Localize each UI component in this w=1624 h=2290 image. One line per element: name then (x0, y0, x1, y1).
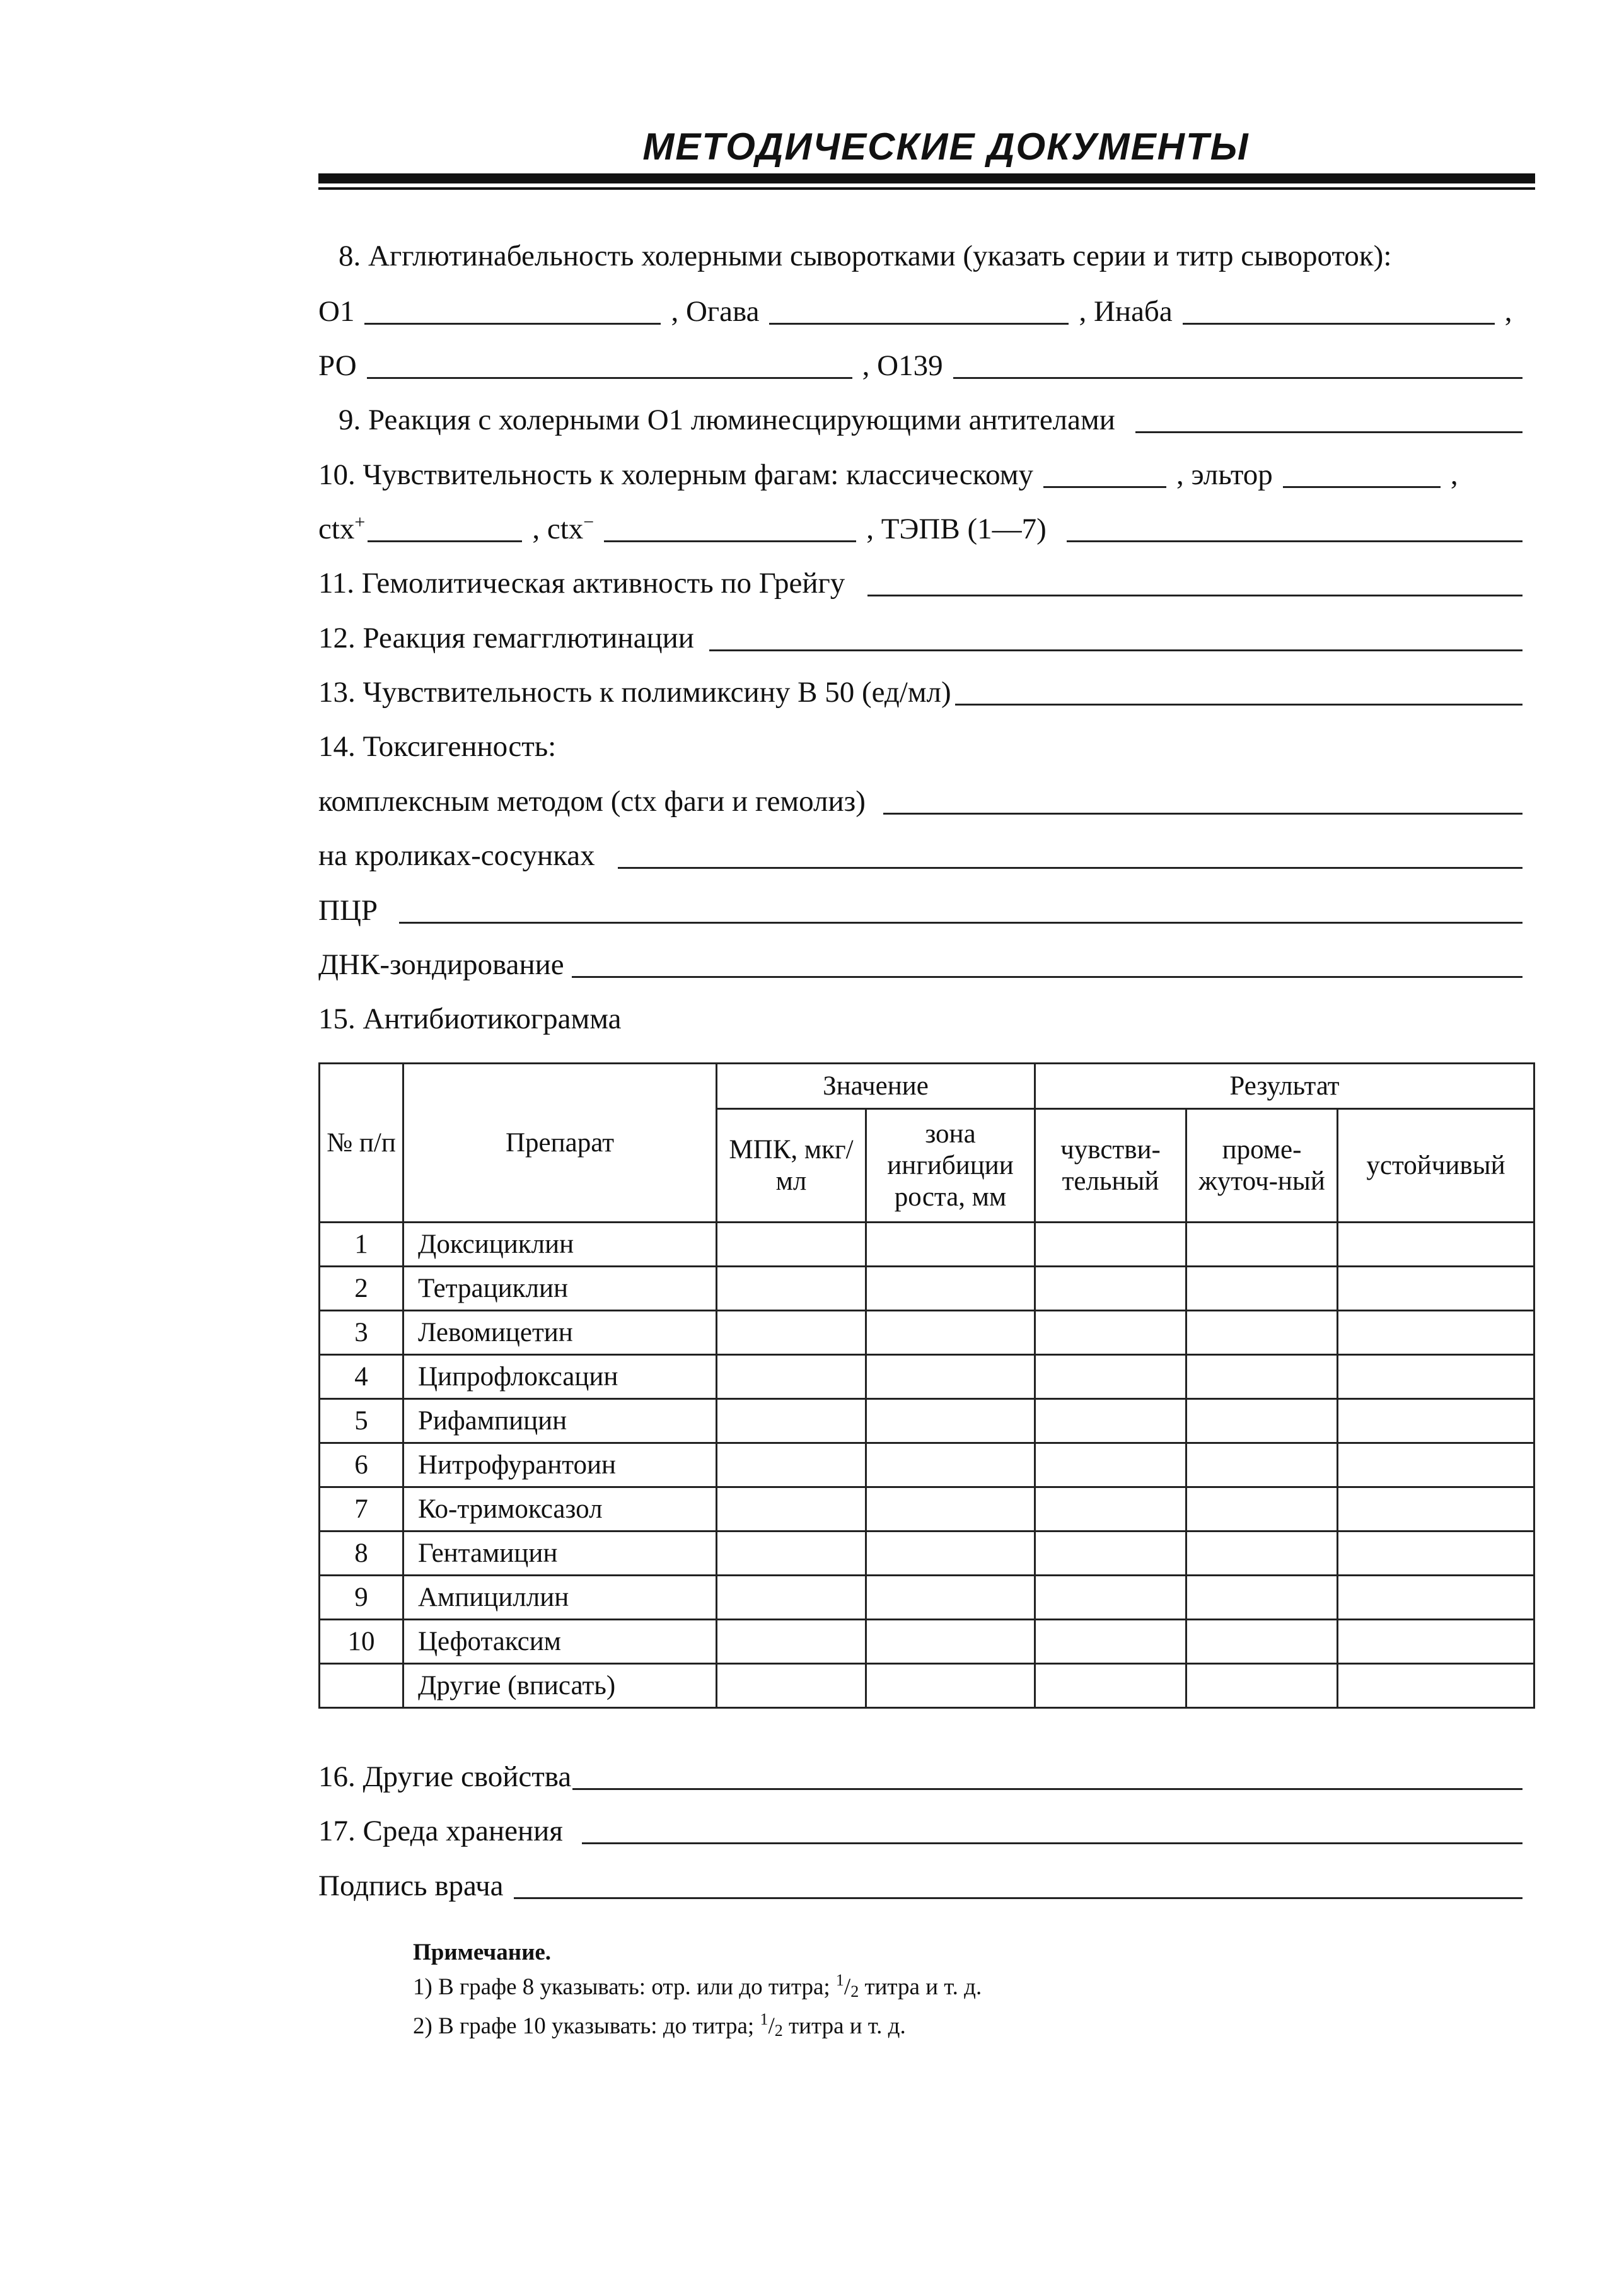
item9-row (318, 394, 1522, 438)
notes-block (413, 1939, 1296, 2045)
result-group-header: Результат (1035, 1064, 1534, 1109)
ctx-minus-label: , ctx− (532, 511, 594, 545)
drug-name: Тетрациклин (403, 1267, 717, 1311)
inaba-label: , Инаба (1079, 295, 1173, 328)
table-row (320, 1267, 1534, 1311)
resistant-cell[interactable] (1338, 1355, 1534, 1399)
rabbits-field[interactable] (618, 839, 1522, 869)
table-row (320, 1664, 1534, 1708)
complex-method-field[interactable] (883, 785, 1522, 815)
item16-field[interactable] (572, 1760, 1522, 1790)
ogawa-label: , Огава (671, 295, 760, 328)
drug-name: Цефотаксим (403, 1620, 717, 1664)
intermediate-cell[interactable] (1186, 1664, 1338, 1708)
mic-cell[interactable] (717, 1532, 866, 1576)
intermediate-cell[interactable] (1186, 1223, 1338, 1267)
item16-row (318, 1751, 1522, 1795)
intermediate-cell[interactable] (1186, 1576, 1338, 1620)
item16-label: 16. Другие свойства (318, 1760, 572, 1793)
table-row (320, 1223, 1534, 1267)
item8-row-ro (318, 340, 1522, 384)
antibiogram-body (320, 1223, 1534, 1708)
dna-probe-field[interactable] (572, 948, 1522, 978)
intermediate-cell[interactable] (1186, 1443, 1338, 1487)
row-number: 3 (320, 1311, 403, 1355)
o1-field[interactable] (364, 295, 661, 325)
table-row (320, 1311, 1534, 1355)
resistant-cell[interactable] (1338, 1223, 1534, 1267)
drug-name: Гентамицин (403, 1532, 717, 1576)
ro-field[interactable] (367, 349, 852, 379)
intermediate-cell[interactable] (1186, 1487, 1338, 1532)
zone-cell[interactable] (866, 1532, 1035, 1576)
item15-label: 15. Антибиотикограмма (318, 1003, 622, 1035)
zone-cell[interactable] (866, 1487, 1035, 1532)
mic-cell[interactable] (717, 1267, 866, 1311)
eltor-phage-field[interactable] (1283, 458, 1441, 488)
drug-name: Ко-тримоксазол (403, 1487, 717, 1532)
mic-cell[interactable] (717, 1355, 866, 1399)
table-row (320, 1532, 1534, 1576)
item10-row (318, 449, 1522, 493)
item13-label: 13. Чувствительность к полимиксину В 50 (ед/мл) (318, 676, 951, 709)
item11-row (318, 557, 1522, 602)
dna-probe-label: ДНК-зондирование (318, 948, 564, 981)
item8-label: 8. Агглютинабельность холерными сыворотками (указать серии и титр сывороток): (339, 240, 1392, 272)
running-title: МЕТОДИЧЕСКИЕ ДОКУМЕНТЫ (642, 125, 1250, 168)
item15-heading (318, 993, 1522, 1037)
tepv-label: , ТЭПВ (1—7) (866, 513, 1047, 545)
ctx-plus-label: ctx+ (318, 511, 366, 545)
resistant-cell[interactable] (1338, 1399, 1534, 1443)
resistant-cell[interactable] (1338, 1532, 1534, 1576)
drug-name: Рифампицин (403, 1399, 717, 1443)
item11-field[interactable] (867, 567, 1522, 596)
sensitive-cell[interactable] (1035, 1664, 1186, 1708)
table-row (320, 1576, 1534, 1620)
note-2: 2) В графе 10 указывать: до титра; $^1$/2 титра и т. д. (413, 2010, 906, 2040)
table-row (320, 1443, 1534, 1487)
intermediate-header: проме-жуточ-ный (1186, 1109, 1338, 1223)
signature-field[interactable] (514, 1869, 1522, 1899)
toxigenicity-complex-row (318, 776, 1522, 820)
intermediate-cell[interactable] (1186, 1267, 1338, 1311)
sensitive-header: чувстви-тельный (1035, 1109, 1186, 1223)
mic-cell[interactable] (717, 1443, 866, 1487)
inhibition-zone-header: зона ингибиции роста, мм (866, 1109, 1035, 1223)
drug-name: Ампициллин (403, 1576, 717, 1620)
item14-heading (318, 721, 1522, 765)
table-row (320, 1399, 1534, 1443)
row-number: 10 (320, 1620, 403, 1664)
zone-cell[interactable] (866, 1664, 1035, 1708)
table-row (320, 1355, 1534, 1399)
sensitive-cell[interactable] (1035, 1355, 1186, 1399)
eltor-label: , эльтор (1176, 458, 1273, 491)
inaba-field[interactable] (1183, 295, 1495, 325)
resistant-cell[interactable] (1338, 1576, 1534, 1620)
table-row (320, 1620, 1534, 1664)
trailing-comma: , (1450, 458, 1458, 491)
item8-row-o1 (318, 286, 1522, 330)
col-drug-header: Препарат (403, 1064, 717, 1223)
o139-label: , О139 (862, 349, 943, 382)
header-rule-thin (318, 187, 1535, 190)
mic-header: МПК, мкг/мл (717, 1109, 866, 1223)
intermediate-cell[interactable] (1186, 1620, 1338, 1664)
toxigenicity-pcr-row (318, 885, 1522, 929)
mic-cell[interactable] (717, 1487, 866, 1532)
drug-name: Доксициклин (403, 1223, 717, 1267)
sensitive-cell[interactable] (1035, 1267, 1186, 1311)
row-number: 7 (320, 1487, 403, 1532)
pcr-field[interactable] (399, 894, 1522, 924)
ctx-minus-field[interactable] (604, 513, 856, 542)
zone-cell[interactable] (866, 1267, 1035, 1311)
item10-row-ctx (318, 503, 1522, 547)
sensitive-cell[interactable] (1035, 1487, 1186, 1532)
item11-label: 11. Гемолитическая активность по Грейгу (318, 567, 845, 600)
resistant-cell[interactable] (1338, 1620, 1534, 1664)
row-number: 5 (320, 1399, 403, 1443)
antibiogram-table (318, 1062, 1535, 1709)
zone-cell[interactable] (866, 1576, 1035, 1620)
intermediate-cell[interactable] (1186, 1311, 1338, 1355)
item17-label: 17. Среда хранения (318, 1815, 563, 1847)
pcr-label: ПЦР (318, 894, 378, 927)
drug-name: Ципрофлоксацин (403, 1355, 717, 1399)
sensitive-cell[interactable] (1035, 1443, 1186, 1487)
sensitive-cell[interactable] (1035, 1311, 1186, 1355)
row-number: 1 (320, 1223, 403, 1267)
drug-name: Левомицетин (403, 1311, 717, 1355)
item9-label: 9. Реакция с холерными О1 люминесцирующими антителами (339, 404, 1115, 436)
zone-cell[interactable] (866, 1355, 1035, 1399)
row-number: 2 (320, 1267, 403, 1311)
mic-cell[interactable] (717, 1311, 866, 1355)
note-1: 1) В графе 8 указывать: отр. или до титра; $^1$/2 титра и т. д. (413, 1971, 982, 2001)
trailing-comma: , (1504, 295, 1512, 328)
o139-field[interactable] (953, 349, 1522, 379)
zone-cell[interactable] (866, 1620, 1035, 1664)
resistant-header: устойчивый (1338, 1109, 1534, 1223)
resistant-cell[interactable] (1338, 1267, 1534, 1311)
row-number: 8 (320, 1532, 403, 1576)
ogawa-field[interactable] (769, 295, 1069, 325)
tepv-field[interactable] (1067, 513, 1522, 542)
zone-cell[interactable] (866, 1399, 1035, 1443)
o1-label: О1 (318, 295, 355, 328)
signature-label: Подпись врача (318, 1869, 504, 1902)
row-number (320, 1664, 403, 1708)
item13-field[interactable] (955, 676, 1522, 706)
row-number: 9 (320, 1576, 403, 1620)
item12-field[interactable] (709, 622, 1522, 651)
resistant-cell[interactable] (1338, 1487, 1534, 1532)
classic-phage-field[interactable] (1043, 458, 1166, 488)
mic-cell[interactable] (717, 1576, 866, 1620)
item17-row (318, 1805, 1522, 1849)
intermediate-cell[interactable] (1186, 1532, 1338, 1576)
mic-cell[interactable] (717, 1620, 866, 1664)
col-number-header: № п/п (320, 1064, 403, 1223)
zone-cell[interactable] (866, 1311, 1035, 1355)
item12-row (318, 612, 1522, 656)
toxigenicity-rabbits-row (318, 830, 1522, 874)
sensitive-cell[interactable] (1035, 1620, 1186, 1664)
toxigenicity-dna-row (318, 939, 1522, 983)
mic-cell[interactable] (717, 1399, 866, 1443)
resistant-cell[interactable] (1338, 1443, 1534, 1487)
mic-cell[interactable] (717, 1664, 866, 1708)
drug-name: Другие (вписать) (403, 1664, 717, 1708)
resistant-cell[interactable] (1338, 1664, 1534, 1708)
zone-cell[interactable] (866, 1443, 1035, 1487)
item9-field[interactable] (1135, 404, 1522, 433)
table-row (320, 1487, 1534, 1532)
sensitive-cell[interactable] (1035, 1532, 1186, 1576)
item13-row (318, 666, 1522, 711)
item10-label: 10. Чувствительность к холерным фагам: классическому (318, 458, 1033, 491)
drug-name: Нитрофурантоин (403, 1443, 717, 1487)
intermediate-cell[interactable] (1186, 1399, 1338, 1443)
row-number: 4 (320, 1355, 403, 1399)
zone-cell[interactable] (866, 1223, 1035, 1267)
sensitive-cell[interactable] (1035, 1223, 1186, 1267)
rabbits-label: на кроликах-сосунках (318, 839, 595, 872)
item17-field[interactable] (582, 1815, 1522, 1844)
notes-title: Примечание. (413, 1939, 552, 1965)
sensitive-cell[interactable] (1035, 1399, 1186, 1443)
header-rule-thick (318, 173, 1535, 183)
ro-label: РО (318, 349, 357, 382)
sensitive-cell[interactable] (1035, 1576, 1186, 1620)
item12-label: 12. Реакция гемагглютинации (318, 622, 694, 654)
intermediate-cell[interactable] (1186, 1355, 1338, 1399)
resistant-cell[interactable] (1338, 1311, 1534, 1355)
signature-row (318, 1860, 1522, 1904)
item14-label: 14. Токсигенность: (318, 730, 557, 763)
ctx-plus-field[interactable] (368, 513, 522, 542)
item8-heading (318, 230, 1522, 274)
complex-method-label: комплексным методом (ctx фаги и гемолиз) (318, 785, 866, 818)
row-number: 6 (320, 1443, 403, 1487)
value-group-header: Значение (717, 1064, 1035, 1109)
mic-cell[interactable] (717, 1223, 866, 1267)
